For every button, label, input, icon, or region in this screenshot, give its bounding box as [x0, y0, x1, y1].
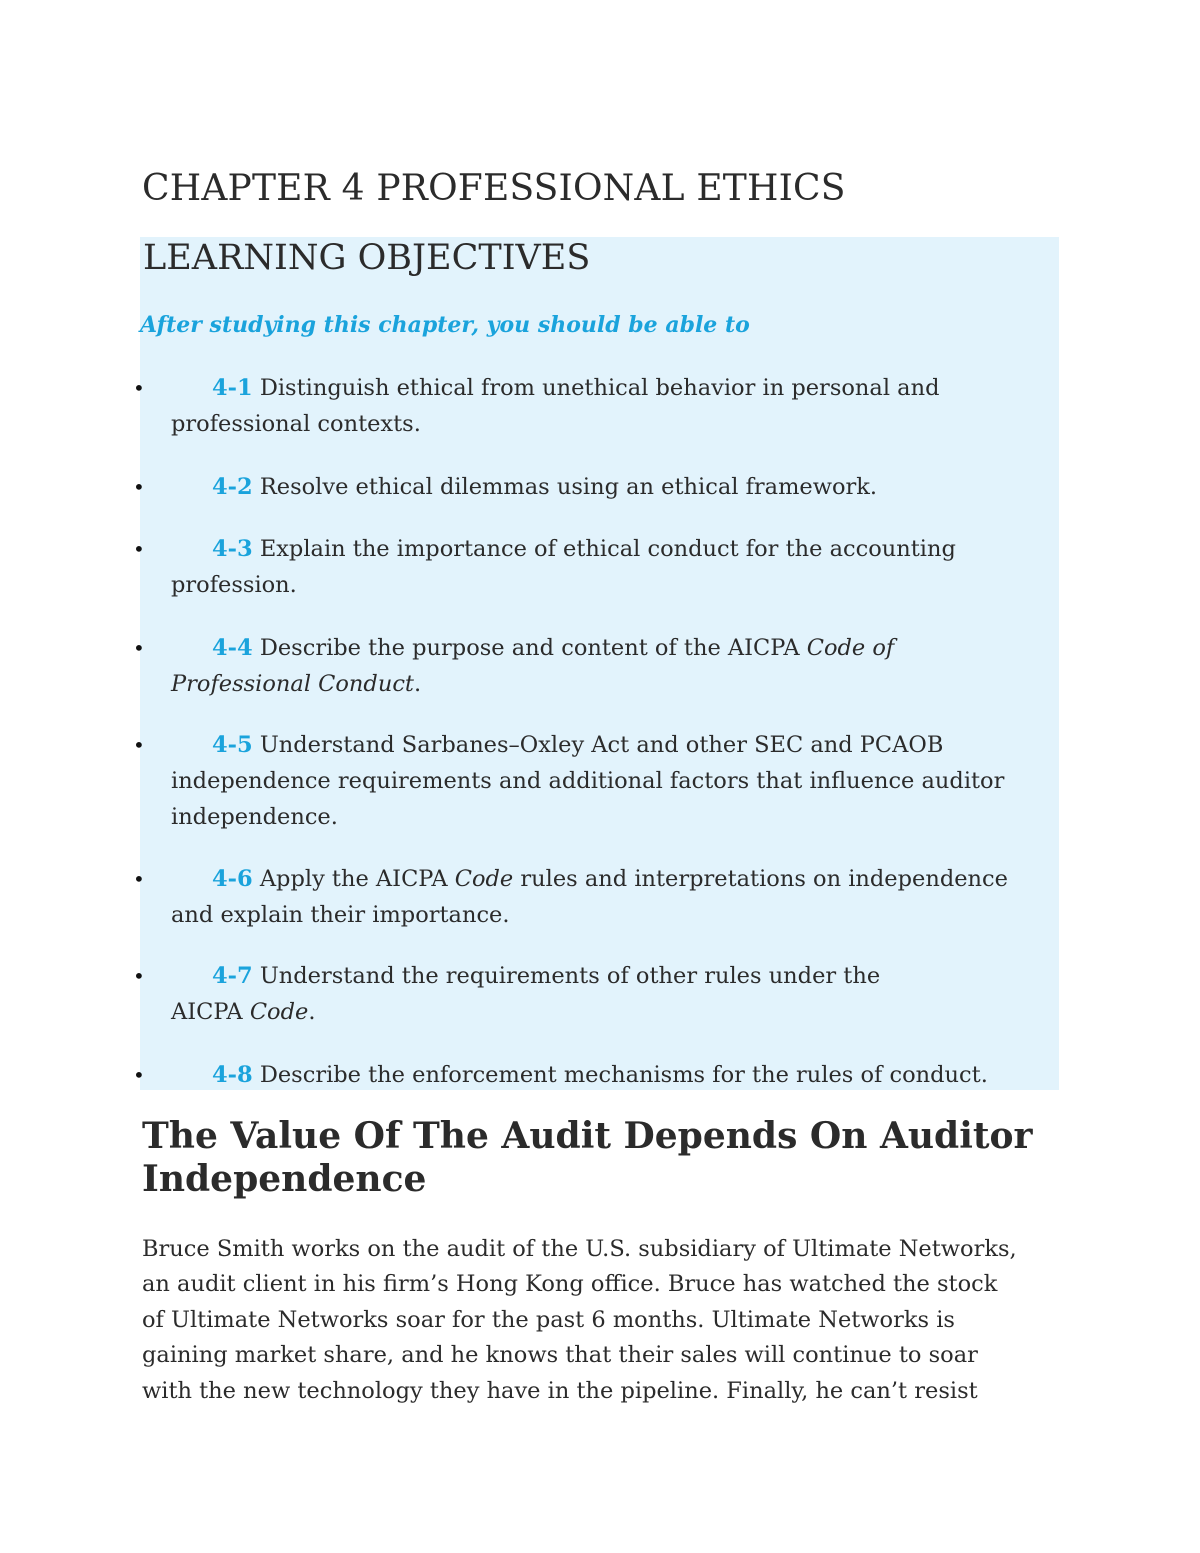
- objective-line: .: [308, 999, 316, 1025]
- objective-line: .: [413, 671, 422, 697]
- objective-line: Understand Sarbanes–Oxley Act and other SEC and PCAOB: [259, 732, 944, 758]
- paragraph-line: of Ultimate Networks soar for the past 6 months. Ultimate Networks is: [142, 1306, 955, 1333]
- objective-number: 4-2: [212, 474, 253, 500]
- objective-number: 4-3: [212, 536, 253, 562]
- bullet-icon: •: [133, 636, 145, 660]
- section-heading-line: Independence: [142, 1158, 427, 1200]
- objective-line: independence.: [171, 804, 338, 830]
- section-heading-line: The Value Of The Audit Depends On Auditor: [142, 1115, 1033, 1157]
- objective-number: 4-4: [212, 635, 253, 661]
- bullet-icon: •: [133, 376, 145, 400]
- bullet-icon: •: [133, 733, 145, 757]
- objective-line: profession.: [171, 572, 297, 598]
- objective-line: Describe the enforcement mechanisms for the rules of conduct.: [259, 1062, 988, 1088]
- bullet-icon: •: [133, 475, 145, 499]
- objective-number: 4-6: [212, 866, 253, 892]
- objective-line: rules and interpretations on independence: [513, 866, 1008, 892]
- objective-text: [171, 630, 1056, 702]
- objective-line: Understand the requirements of other rules under the: [259, 963, 881, 989]
- objective-number: 4-8: [212, 1062, 253, 1088]
- objective-line: independence requirements and additional factors that influence auditor: [171, 768, 1005, 794]
- objective-line: and explain their importance.: [171, 902, 510, 928]
- objective-number: 4-1: [212, 375, 253, 401]
- paragraph-line: with the new technology they have in the pipeline. Finally, he can’t resist: [142, 1377, 978, 1404]
- learning-objectives-intro: After studying this chapter, you should be able to: [140, 312, 750, 338]
- objective-text: [171, 531, 1056, 603]
- bullet-icon: •: [133, 537, 145, 561]
- objective-italic-text: Professional Conduct: [171, 671, 414, 697]
- objective-line: professional contexts.: [171, 411, 421, 437]
- paragraph-line: an audit client in his firm’s Hong Kong office. Bruce has watched the stock: [142, 1271, 998, 1298]
- objective-text: [171, 958, 1056, 1030]
- objective-line: Apply the AICPA: [259, 866, 455, 892]
- objective-italic-text: Code: [249, 999, 309, 1025]
- objective-line: Distinguish ethical from unethical behavior in personal and: [259, 375, 940, 401]
- paragraph-line: Bruce Smith works on the audit of the U.S. subsidiary of Ultimate Networks,: [142, 1236, 1017, 1262]
- objective-line: Explain the importance of ethical conduct for the accounting: [259, 536, 956, 562]
- objective-italic-text: Code: [454, 866, 514, 892]
- objective-text: [171, 1057, 1056, 1093]
- bullet-icon: •: [133, 964, 145, 988]
- learning-objectives-heading: LEARNING OBJECTIVES: [143, 238, 591, 278]
- objective-line: Resolve ethical dilemmas using an ethical framework.: [259, 474, 878, 500]
- objective-line: Describe the purpose and content of the AICPA: [259, 635, 807, 661]
- chapter-title: CHAPTER 4 PROFESSIONAL ETHICS: [142, 168, 846, 209]
- objective-text: [171, 469, 1056, 505]
- objective-text: [171, 861, 1056, 933]
- objective-text: [171, 370, 1056, 442]
- body-paragraph: [142, 1232, 1062, 1409]
- objective-italic-text: Code of: [806, 635, 895, 661]
- objective-line: AICPA: [171, 999, 250, 1025]
- section-heading: [142, 1115, 1082, 1201]
- bullet-icon: •: [133, 867, 145, 891]
- bullet-icon: •: [133, 1063, 145, 1087]
- objective-number: 4-5: [212, 732, 253, 758]
- objective-text: [171, 727, 1056, 835]
- paragraph-line: gaining market share, and he knows that their sales will continue to soar: [142, 1342, 978, 1369]
- objective-number: 4-7: [212, 963, 253, 989]
